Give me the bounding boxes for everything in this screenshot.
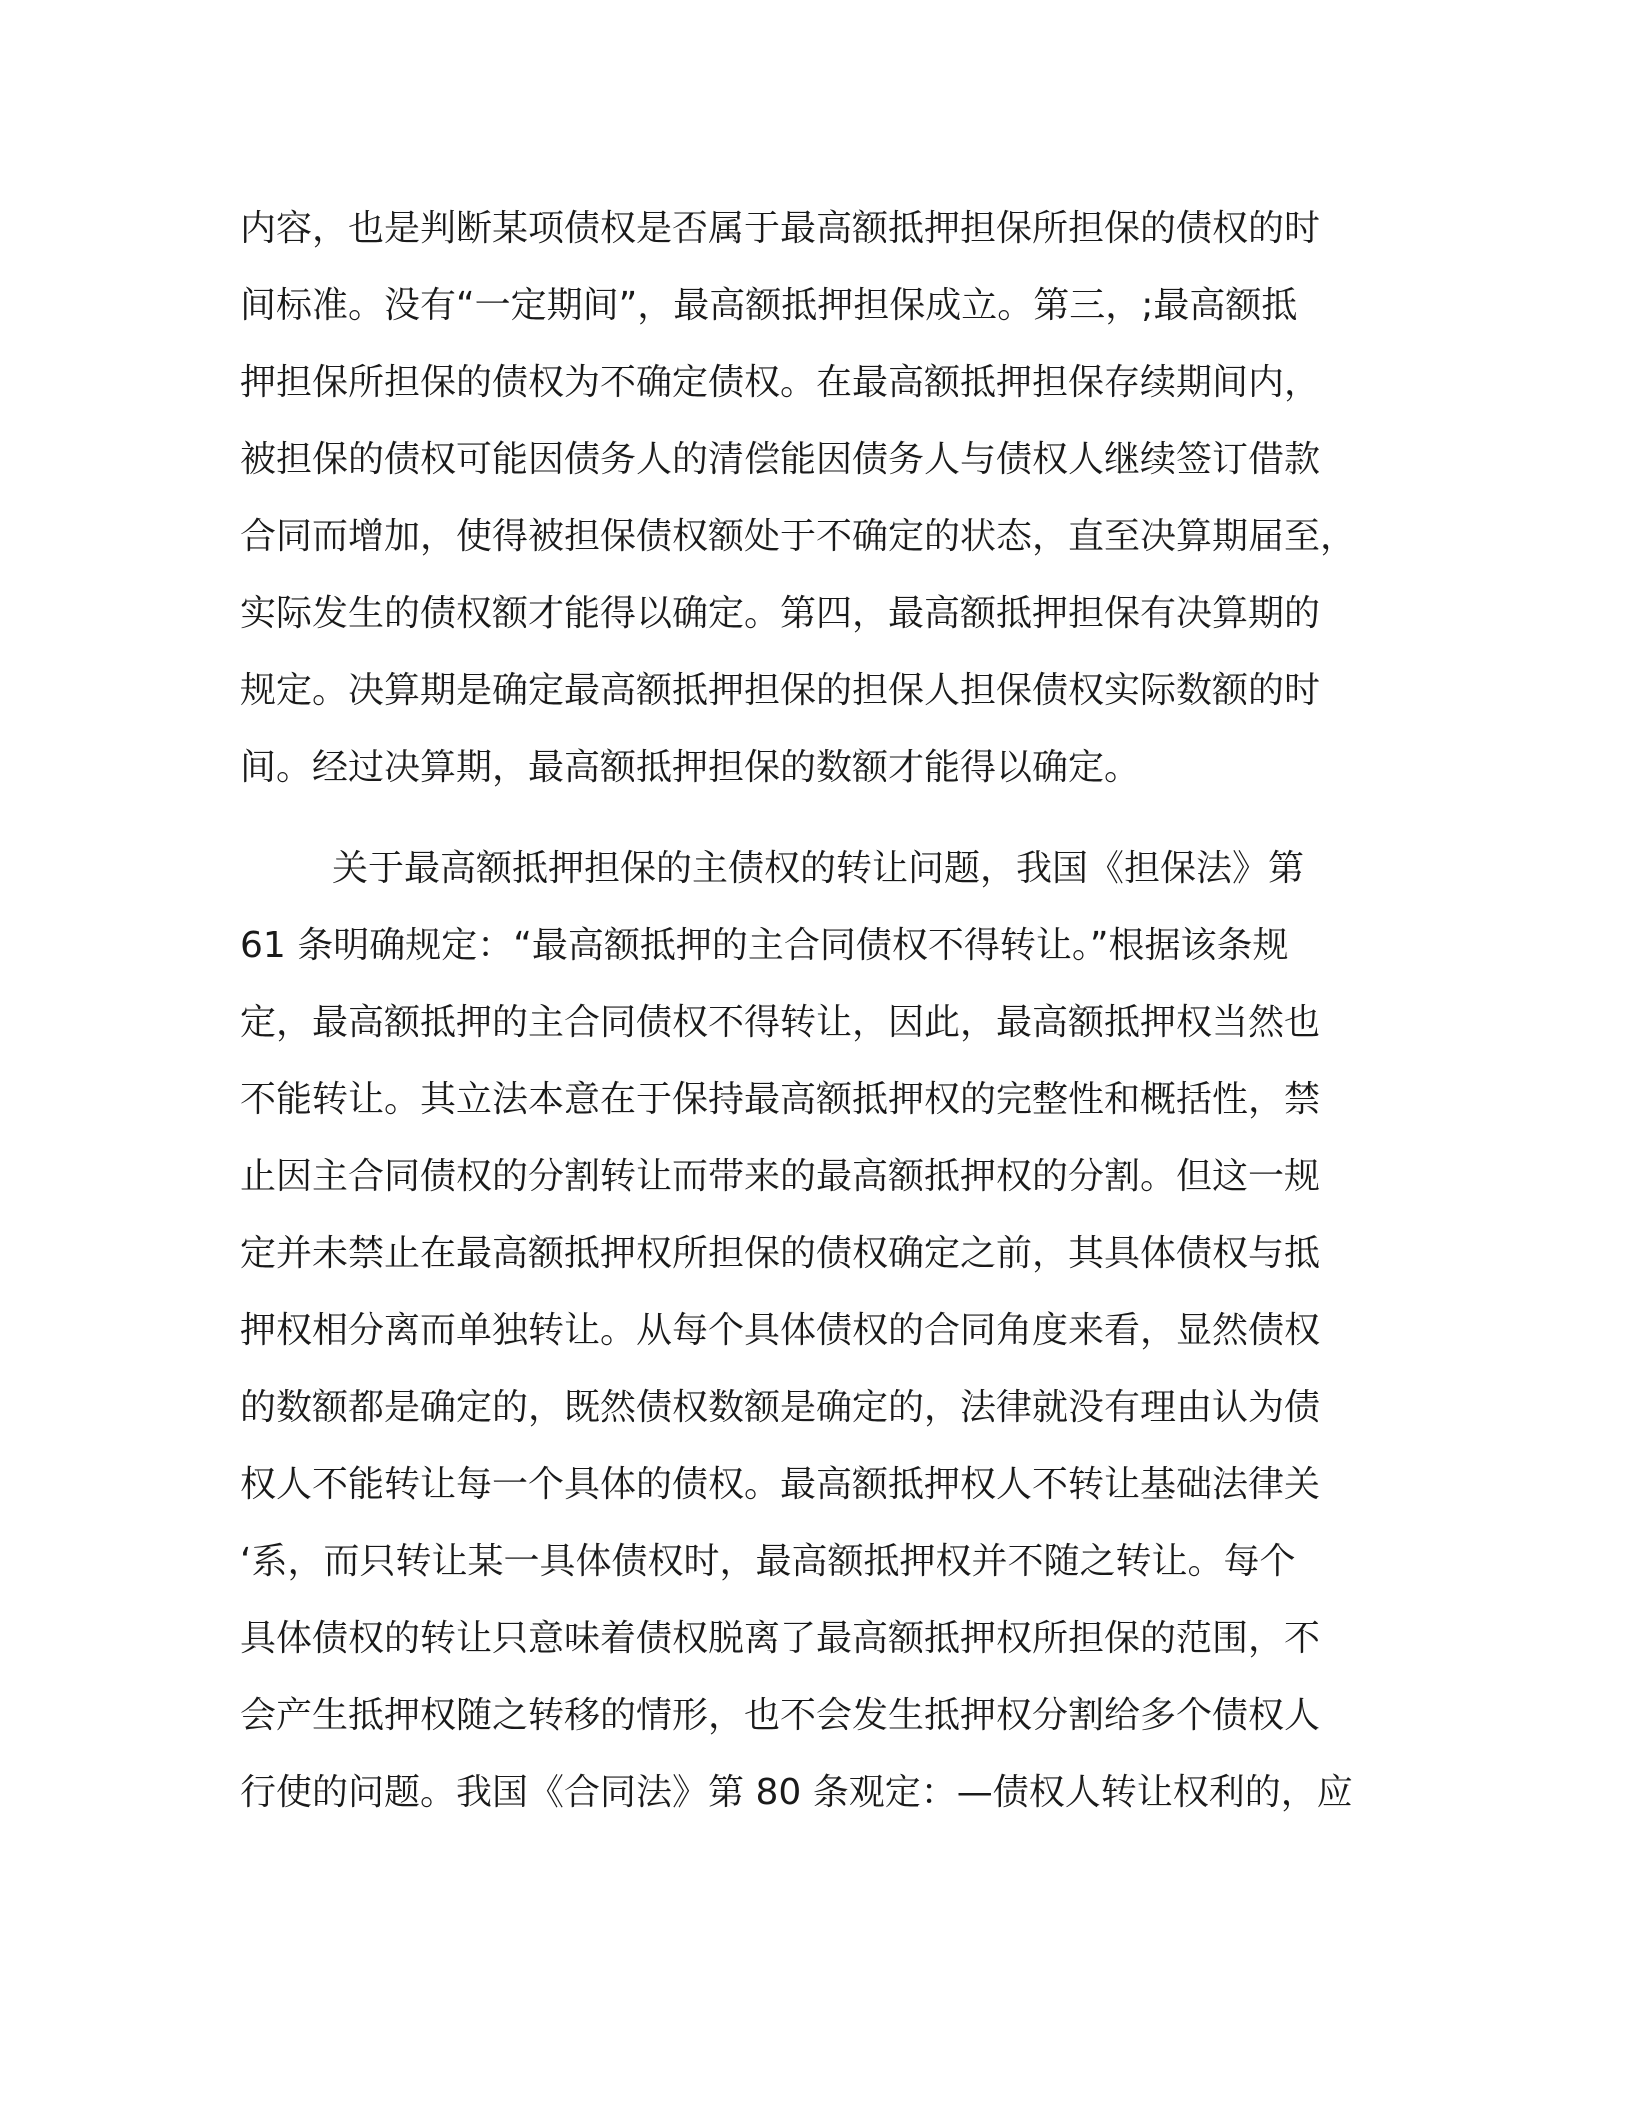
paragraph-line: 定并未禁止在最高额抵押权所担保的债权确定之前，其具体债权与抵: [240, 1233, 1321, 1274]
paragraph-line: 61 条明确规定：“最高额抵押的主合同债权不得转让。”根据该条规: [240, 925, 1289, 966]
paragraph-line: 内容，也是判断某项债权是否属于最高额抵押担保所担保的债权的时: [240, 208, 1321, 249]
paragraph-line: 权人不能转让每一个具体的债权。最高额抵押权人不转让基础法律关: [240, 1464, 1321, 1505]
paragraph-line: ‘系，而只转让某一具体债权时，最高额抵押权并不随之转让。每个: [240, 1541, 1296, 1582]
paragraph-line: 实际发生的债权额才能得以确定。第四，最高额抵押担保有决算期的: [240, 593, 1321, 634]
paragraph-1: [240, 190, 1400, 806]
paragraph-line: 间标准。没有“一定期间”，最高额抵押担保成立。第三，;最高额抵: [240, 285, 1298, 326]
paragraph-line: 合同而增加，使得被担保债权额处于不确定的状态，直至决算期届至，: [240, 516, 1357, 557]
paragraph-line: 行使的问题。我国《合同法》第 80 条观定：—债权人转让权利的，应: [240, 1772, 1353, 1813]
paragraph-line: 止因主合同债权的分割转让而带来的最高额抵押权的分割。但这一规: [240, 1156, 1321, 1197]
paragraph-line: 关于最高额抵押担保的主债权的转让问题，我国《担保法》第: [332, 848, 1305, 889]
paragraph-line: 押担保所担保的债权为不确定债权。在最高额抵押担保存续期间内，: [240, 362, 1321, 403]
paragraph-line: 规定。决算期是确定最高额抵押担保的担保人担保债权实际数额的时: [240, 670, 1321, 711]
paragraph-line: 的数额都是确定的，既然债权数额是确定的，法律就没有理由认为债: [240, 1387, 1321, 1428]
paragraph-2: [240, 830, 1400, 1831]
paragraph-line: 不能转让。其立法本意在于保持最高额抵押权的完整性和概括性，禁: [240, 1079, 1321, 1120]
paragraph-line: 间。经过决算期，最高额抵押担保的数额才能得以确定。: [240, 747, 1141, 788]
paragraph-line: 押权相分离而单独转让。从每个具体债权的合同角度来看，显然债权: [240, 1310, 1321, 1351]
paragraph-line: 定，最高额抵押的主合同债权不得转让，因此，最高额抵押权当然也: [240, 1002, 1321, 1043]
paragraph-line: 具体债权的转让只意味着债权脱离了最高额抵押权所担保的范围，不: [240, 1618, 1321, 1659]
paragraph-line: 会产生抵押权随之转移的情形，也不会发生抵押权分割给多个债权人: [240, 1695, 1321, 1736]
paragraph-line: 被担保的债权可能因债务人的清偿能因债务人与债权人继续签订借款: [240, 439, 1321, 480]
